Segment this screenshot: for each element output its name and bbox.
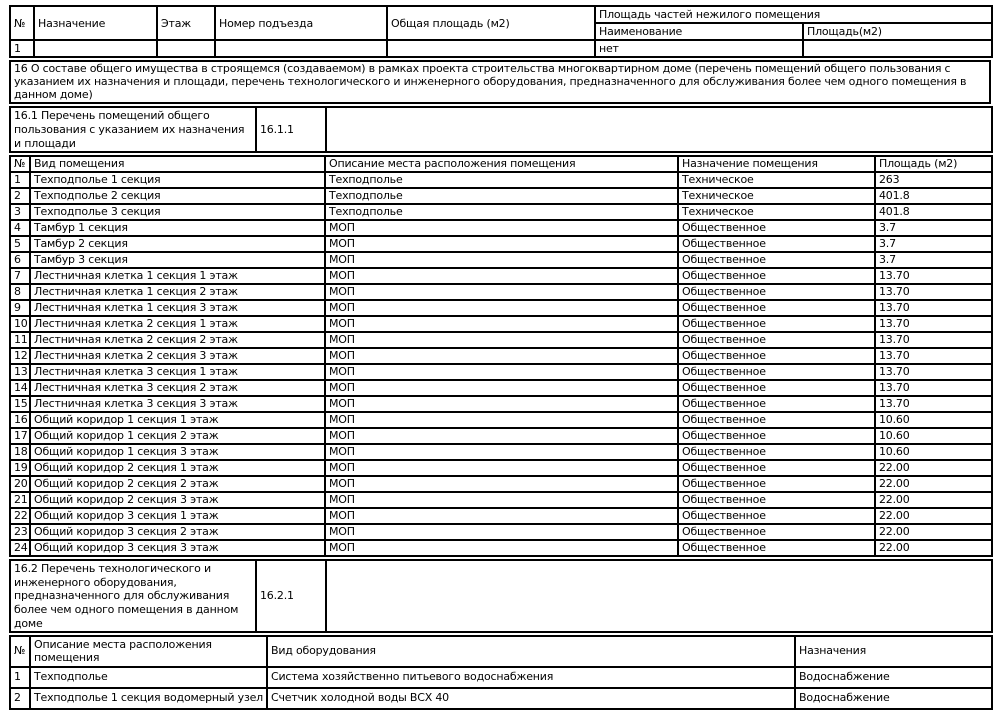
table-cell: Общий коридор 2 секция 3 этаж (30, 492, 325, 508)
equipment-table (9, 635, 993, 709)
table-cell: 13 (10, 364, 30, 380)
table-row (10, 540, 992, 556)
table-cell: Общественное (678, 284, 875, 300)
table-row (10, 204, 992, 220)
table-cell: МОП (325, 332, 678, 348)
table-row (10, 268, 992, 284)
table-cell: 13.70 (875, 316, 992, 332)
table-cell: Лестничная клетка 2 секция 3 этаж (30, 348, 325, 364)
table-cell: Техническое (678, 188, 875, 204)
table-row (10, 667, 992, 688)
table-cell: Общий коридор 1 секция 2 этаж (30, 428, 325, 444)
table-cell: МОП (325, 300, 678, 316)
table-cell: 2 (10, 688, 30, 709)
table-cell: Техподполье 1 секция водомерный узел (30, 688, 267, 709)
empty-cell (215, 40, 387, 57)
table-cell: Общественное (678, 540, 875, 556)
column-header-row (10, 156, 992, 172)
table-cell: Тамбур 3 секция (30, 252, 325, 268)
table-cell: Общий коридор 2 секция 1 этаж (30, 460, 325, 476)
table-cell: 18 (10, 444, 30, 460)
table-cell: Техподполье 3 секция (30, 204, 325, 220)
table-cell: Общественное (678, 476, 875, 492)
table-cell: МОП (325, 524, 678, 540)
table-cell: Лестничная клетка 2 секция 1 этаж (30, 316, 325, 332)
table-cell: Общественное (678, 220, 875, 236)
empty-cell (387, 40, 595, 57)
table-cell: Тамбур 2 секция (30, 236, 325, 252)
table-cell: Лестничная клетка 3 секция 1 этаж (30, 364, 325, 380)
table-cell: МОП (325, 412, 678, 428)
table-cell: 13.70 (875, 332, 992, 348)
table-cell: Общий коридор 1 секция 3 этаж (30, 444, 325, 460)
section-16-block (9, 60, 991, 104)
table-cell: Общий коридор 3 секция 1 этаж (30, 508, 325, 524)
table-cell: Лестничная клетка 3 секция 2 этаж (30, 380, 325, 396)
table-cell: 11 (10, 332, 30, 348)
table-cell: 8 (10, 284, 30, 300)
table-cell: № (10, 636, 30, 667)
table-cell: МОП (325, 236, 678, 252)
table-cell: Общий коридор 2 секция 2 этаж (30, 476, 325, 492)
table-cell: МОП (325, 540, 678, 556)
row-number-cell: 1 (10, 40, 34, 57)
table-cell: МОП (325, 220, 678, 236)
table-cell: 13.70 (875, 268, 992, 284)
section-16-1-code: 16.1.1 (256, 107, 326, 152)
table-cell: 3.7 (875, 252, 992, 268)
table-cell: МОП (325, 460, 678, 476)
table-cell: 3.7 (875, 220, 992, 236)
table-row (10, 300, 992, 316)
table-cell: 22.00 (875, 460, 992, 476)
section-16-2-code: 16.2.1 (256, 560, 326, 632)
table-cell: 7 (10, 268, 30, 284)
header-row-1 (10, 6, 992, 23)
table-row (10, 688, 992, 709)
table-cell: Водоснабжение (795, 667, 992, 688)
table-cell: Вид оборудования (267, 636, 795, 667)
table-row (10, 524, 992, 540)
table-cell: 22.00 (875, 508, 992, 524)
col-header-purpose: Назначение (34, 6, 157, 40)
table-cell: 10.60 (875, 444, 992, 460)
table-cell: Общественное (678, 316, 875, 332)
table-cell: 12 (10, 348, 30, 364)
table-row (10, 412, 992, 428)
table-row (10, 332, 992, 348)
col-header-number: № (10, 6, 34, 40)
table-cell: Назначения (795, 636, 992, 667)
table-cell: Общественное (678, 348, 875, 364)
table-row (10, 252, 992, 268)
table-cell: МОП (325, 396, 678, 412)
table-cell: Вид помещения (30, 156, 325, 172)
table-cell: Лестничная клетка 3 секция 3 этаж (30, 396, 325, 412)
table-cell: Общественное (678, 412, 875, 428)
table-cell: МОП (325, 476, 678, 492)
table-cell: Общественное (678, 460, 875, 476)
table-cell: 14 (10, 380, 30, 396)
table-row (10, 40, 992, 57)
table-row (10, 380, 992, 396)
table-cell: МОП (325, 492, 678, 508)
empty-cell (326, 107, 992, 152)
table-cell: Описание места расположения помещения (325, 156, 678, 172)
table-cell: 2 (10, 188, 30, 204)
table-cell: 13.70 (875, 300, 992, 316)
common-rooms-table (9, 155, 993, 557)
col-header-name: Наименование (595, 23, 803, 40)
table-cell: 24 (10, 540, 30, 556)
table-cell: 13.70 (875, 284, 992, 300)
table-cell: Общий коридор 3 секция 2 этаж (30, 524, 325, 540)
table-cell: 23 (10, 524, 30, 540)
table-cell: Общественное (678, 364, 875, 380)
table-row (10, 172, 992, 188)
table-cell: 6 (10, 252, 30, 268)
table-row (10, 428, 992, 444)
table-cell: 401.8 (875, 188, 992, 204)
table-cell: Общественное (678, 508, 875, 524)
table-cell: 3 (10, 204, 30, 220)
table-cell: Общественное (678, 380, 875, 396)
table-cell: 263 (875, 172, 992, 188)
table-row (10, 348, 992, 364)
table-cell: Лестничная клетка 2 секция 2 этаж (30, 332, 325, 348)
table-cell: Общественное (678, 492, 875, 508)
table-cell: 22.00 (875, 492, 992, 508)
table-cell: МОП (325, 268, 678, 284)
table-row (10, 364, 992, 380)
table-cell: Техническое (678, 172, 875, 188)
section-16-text: 16 О составе общего имущества в строящемся (создаваемом) в рамках проекта строительства многоквартирном доме (перечень помещений общего пользования с указанием их назначения и площади, перечень технологического и инженерного оборудования, предназначенного для обслуживания более чем одного помещения в данном доме) (10, 61, 990, 103)
section-16-1-row (9, 106, 993, 153)
table-cell: МОП (325, 508, 678, 524)
table-cell: 22 (10, 508, 30, 524)
table-row (10, 107, 992, 152)
table-cell: Техподполье (325, 188, 678, 204)
table-cell: Общий коридор 3 секция 3 этаж (30, 540, 325, 556)
table-cell: 9 (10, 300, 30, 316)
table-row (10, 444, 992, 460)
table-cell: Лестничная клетка 1 секция 1 этаж (30, 268, 325, 284)
col-header-floor: Этаж (157, 6, 215, 40)
table-cell: 22.00 (875, 476, 992, 492)
table-cell: Техническое (678, 204, 875, 220)
table-cell: Общественное (678, 444, 875, 460)
table-cell: Назначение помещения (678, 156, 875, 172)
table-cell: Общественное (678, 332, 875, 348)
table-cell: 13.70 (875, 364, 992, 380)
table-cell: 19 (10, 460, 30, 476)
table-cell: Лестничная клетка 1 секция 2 этаж (30, 284, 325, 300)
table-cell: МОП (325, 428, 678, 444)
table-cell: МОП (325, 348, 678, 364)
table-row (10, 460, 992, 476)
table-cell: МОП (325, 380, 678, 396)
empty-cell (803, 40, 992, 57)
table-cell: Общественное (678, 236, 875, 252)
table-cell: МОП (325, 364, 678, 380)
table-cell: Техподполье 2 секция (30, 188, 325, 204)
table-cell: МОП (325, 444, 678, 460)
col-header-parts-area: Площадь частей нежилого помещения (595, 6, 992, 23)
table-cell: Техподполье (325, 172, 678, 188)
table-cell: 3.7 (875, 236, 992, 252)
table-cell: 15 (10, 396, 30, 412)
table-row (10, 316, 992, 332)
table-cell: 13.70 (875, 348, 992, 364)
table-cell: 16 (10, 412, 30, 428)
section-16-2-row (9, 559, 993, 633)
premises-header-table (9, 5, 993, 58)
table-cell: 1 (10, 172, 30, 188)
table-cell: Общественное (678, 300, 875, 316)
table-row (10, 284, 992, 300)
column-header-row (10, 636, 992, 667)
table-cell: Водоснабжение (795, 688, 992, 709)
section-16-2-label: 16.2 Перечень технологического и инженерного оборудования, предназначенного для обслуживания более чем одного помещения в данном доме (10, 560, 256, 632)
table-row (10, 236, 992, 252)
table-cell: 17 (10, 428, 30, 444)
table-cell: Счетчик холодной воды ВСХ 40 (267, 688, 795, 709)
table-cell: МОП (325, 284, 678, 300)
empty-cell (326, 560, 992, 632)
table-cell: 22.00 (875, 524, 992, 540)
table-row (10, 396, 992, 412)
table-cell: 5 (10, 236, 30, 252)
table-cell: Общественное (678, 252, 875, 268)
table-row (10, 492, 992, 508)
table-cell: МОП (325, 252, 678, 268)
table-row (10, 61, 990, 103)
table-cell: Тамбур 1 секция (30, 220, 325, 236)
table-row (10, 508, 992, 524)
section-16-1-label: 16.1 Перечень помещений общего пользования с указанием их назначения и площади (10, 107, 256, 152)
table-cell: 10 (10, 316, 30, 332)
table-cell: Описание места расположения помещения (30, 636, 267, 667)
table-cell: Общественное (678, 524, 875, 540)
table-cell: Общественное (678, 268, 875, 284)
table-cell: Общественное (678, 428, 875, 444)
table-row (10, 188, 992, 204)
table-cell: 401.8 (875, 204, 992, 220)
table-cell: Техподполье (30, 667, 267, 688)
table-cell: Система хозяйственно питьевого водоснабжения (267, 667, 795, 688)
table-cell: 10.60 (875, 428, 992, 444)
parts-name-cell: нет (595, 40, 803, 57)
table-cell: 1 (10, 667, 30, 688)
table-cell: Общий коридор 1 секция 1 этаж (30, 412, 325, 428)
table-cell: 4 (10, 220, 30, 236)
table-row (10, 560, 992, 632)
table-cell: Техподполье (325, 204, 678, 220)
table-cell: № (10, 156, 30, 172)
empty-cell (34, 40, 157, 57)
table-cell: 10.60 (875, 412, 992, 428)
table-cell: Площадь (м2) (875, 156, 992, 172)
table-cell: 13.70 (875, 396, 992, 412)
table-cell: 21 (10, 492, 30, 508)
table-cell: Лестничная клетка 1 секция 3 этаж (30, 300, 325, 316)
table-row (10, 476, 992, 492)
table-cell: Общественное (678, 396, 875, 412)
col-header-area: Площадь(м2) (803, 23, 992, 40)
table-cell: МОП (325, 316, 678, 332)
table-cell: 13.70 (875, 380, 992, 396)
empty-cell (157, 40, 215, 57)
col-header-total-area: Общая площадь (м2) (387, 6, 595, 40)
table-cell: 22.00 (875, 540, 992, 556)
table-row (10, 220, 992, 236)
table-cell: Техподполье 1 секция (30, 172, 325, 188)
table-cell: 20 (10, 476, 30, 492)
col-header-entrance: Номер подъезда (215, 6, 387, 40)
